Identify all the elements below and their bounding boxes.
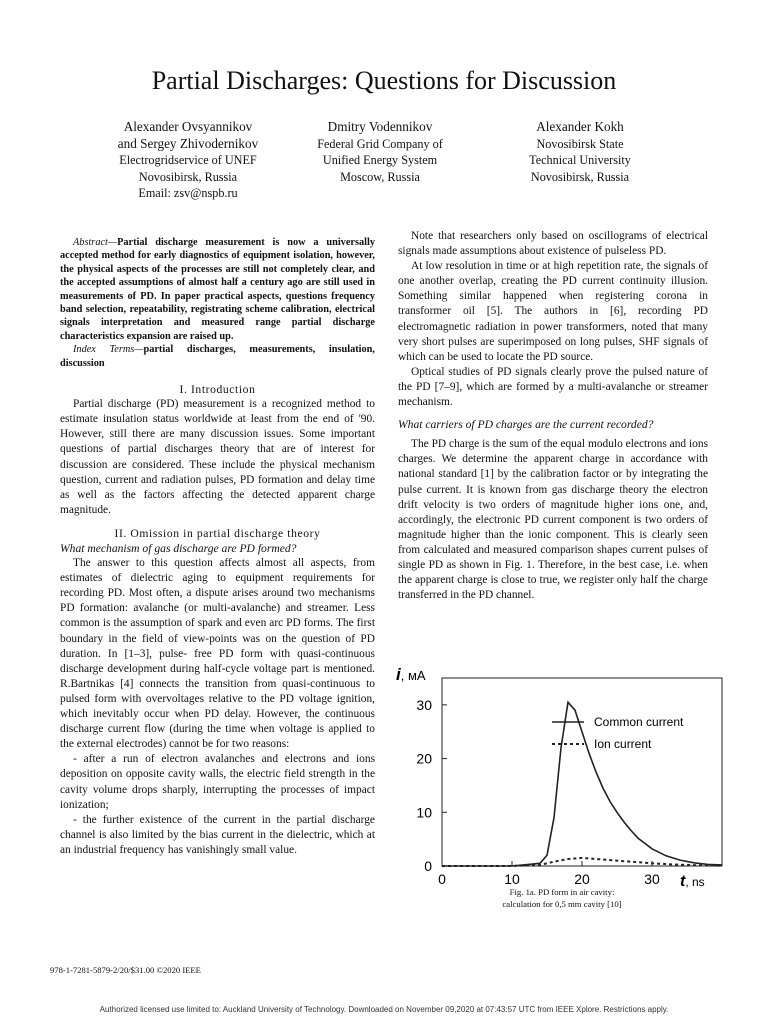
figure-caption xyxy=(392,887,732,910)
author-name: Alexander Kokh xyxy=(536,119,624,134)
x-axis-label: t, ns xyxy=(680,873,705,888)
section-heading-omission: II. Omission in partial discharge theory xyxy=(114,526,321,540)
list-item: - the further existence of the current in the partial discharge channel is also limited by the bias current in the dielectric, which at an industrial frequency has vanishingly small value. xyxy=(60,813,375,856)
index-terms xyxy=(60,343,375,370)
left-column xyxy=(60,236,375,858)
reasons-list xyxy=(60,752,375,858)
section-heading-introduction: I. Introduction xyxy=(179,383,256,397)
abstract-label: Abstract— xyxy=(73,237,118,248)
y-tick-label: 30 xyxy=(416,696,432,713)
subsection-heading: What carriers of PD charges are the current recorded? xyxy=(398,418,654,432)
author-block-3 xyxy=(480,119,680,185)
author-affiliation: Federal Grid Company of xyxy=(317,136,443,151)
x-tick-label: 10 xyxy=(504,871,520,887)
author-location: Novosibirsk, Russia xyxy=(138,169,238,184)
list-item: - after a run of electron avalanches and electrons and ions deposition on opposite cavity walls, the electric field strength in the cavity volume drops sharply, interrupting the processes of impact ionization; xyxy=(60,753,375,811)
caption-line: calculation for 0,5 mm cavity [10] xyxy=(502,898,622,909)
abstract xyxy=(60,236,375,343)
paragraph: Note that researchers only based on oscillograms of electrical signals made assumptions about existence of pulseless PD. xyxy=(398,230,708,258)
author-affiliation: Novosibirsk State xyxy=(536,136,624,151)
author-block-1 xyxy=(88,119,288,202)
x-tick-label: 20 xyxy=(574,871,590,887)
paragraph: The answer to this question affects almost all aspects, from estimates of dielectric aging to equipment requirements for recording PD. Most often, a dispute arises around two mechanisms PD formation: avalanche (or multi-avalanche) and streamer. Less common is the assumption of spark and even arc PD forms. The first boundary in the field of view-points was on the question of PD duration. In [1–3], pulse- free PD form with quasi-continuous discharge development during half-cycle voltage part is mentioned. R.Bartnikas [4] connects the transition from quasi-continuous to pulsed form with overvoltages relative to the PD voltage ignition, which inevitably occur when PD delay. However, the continuous discharge current flow (during the time when voltage is applied to the external electrodes) cannot be for two reasons: xyxy=(60,557,375,751)
y-tick-label: 10 xyxy=(416,804,432,821)
plot-frame xyxy=(442,678,722,866)
y-tick-label: 0 xyxy=(424,858,432,874)
x-tick-label: 30 xyxy=(644,871,660,887)
paragraph: At low resolution in time or at high repetition rate, the signals of one another overlap, creating the PD current continuity illusion. Something similar happened when registering corona in transformer oil [5]. The authors in [6], recording PD electromagnetic radiation in power transformers, noted that many very short pulses are superimposed on long pulses, SHF signals of which can be used to locate the PD source. xyxy=(398,260,708,363)
index-terms-label: Index Terms— xyxy=(73,344,144,356)
isbn-footer: 978-1-7281-5879-2/20/$31.00 ©2020 IEEE xyxy=(50,965,201,975)
right-column xyxy=(398,229,708,603)
legend-label: Common current xyxy=(594,715,684,729)
paragraph: Partial discharge (PD) measurement is a recognized method to estimate insulation status worldwide at least from the end of '90. However, still there are many discussion issues. Some important questions of partial discharges theory that are of interest for discussion are considered. These include the physical mechanism question, current and radiation pulses, PD formation and delay time as well as the factors affecting the detected apparent charge magnitude. xyxy=(60,398,375,516)
figure-1a-chart xyxy=(392,660,732,888)
author-email: Email: zsv@nspb.ru xyxy=(138,186,238,200)
author-affiliation: Electrogridservice of UNEF xyxy=(119,153,257,167)
author-location: Moscow, Russia xyxy=(340,169,420,184)
y-axis-label: i, мA xyxy=(396,665,426,684)
abstract-text: Partial discharge measurement is now a universally accepted method for early diagnostics of equipment isolation, however, the physical aspects of the processes are still not completely clear, and the accepted assumptions of almost half a century ago are still used in measurements of PD. In paper practical aspects, questions frequency band selection, repeatability, registrating scheme calibration, electrical signals interpretation and measured range partial discharge characteristics expansion are raised up. xyxy=(60,237,375,342)
author-block-2 xyxy=(280,119,480,185)
author-affiliation: Unified Energy System xyxy=(322,153,438,167)
author-name: Alexander Ovsyannikov xyxy=(123,119,253,134)
paragraph: The PD charge is the sum of the equal modulo electrons and ions charges. We determine the apparent charge in accordance with national standard [1] by the calibration factor or by integrating the pulse current. It is known from gas discharge theory the electron drift velocity is two orders of magnitude higher ions one, and, accordingly, the electronic PD current component is two orders of magnitude higher than the ionic component. This is clearly seen from calculated and measured comparison shapes current pulses of single PD as shown in Fig. 1. Therefore, in the best case, i.e. when the apparent charge is close to true, we register only half the charge transferred in the PD channel. xyxy=(398,438,708,602)
author-name: Dmitry Vodennikov xyxy=(327,119,433,134)
author-affiliation: Technical University xyxy=(529,153,631,167)
caption-line: Fig. 1a. PD form in air cavity: xyxy=(509,887,615,897)
legend-label: Ion current xyxy=(594,737,652,751)
author-location: Novosibirsk, Russia xyxy=(530,169,630,184)
y-tick-label: 20 xyxy=(416,750,432,767)
x-tick-label: 0 xyxy=(438,871,446,887)
index-terms-text: partial discharges, measurements, insulation, discussion xyxy=(60,344,375,369)
subsection-heading: What mechanism of gas discharge are PD formed? xyxy=(60,542,297,555)
paper-title: Partial Discharges: Questions for Discussion xyxy=(151,66,617,95)
author-name: and Sergey Zhivodernikov xyxy=(117,135,259,151)
license-footer: Authorized licensed use limited to: Auckland University of Technology. Downloaded on November 09,2020 at 07:43:57 UTC from IEEE Xplore. Restrictions apply. xyxy=(99,1005,669,1014)
paragraph: Optical studies of PD signals clearly prove the pulsed nature of the PD [7–9], which are formed by a multi-avalanche or streamer mechanism. xyxy=(398,365,708,409)
